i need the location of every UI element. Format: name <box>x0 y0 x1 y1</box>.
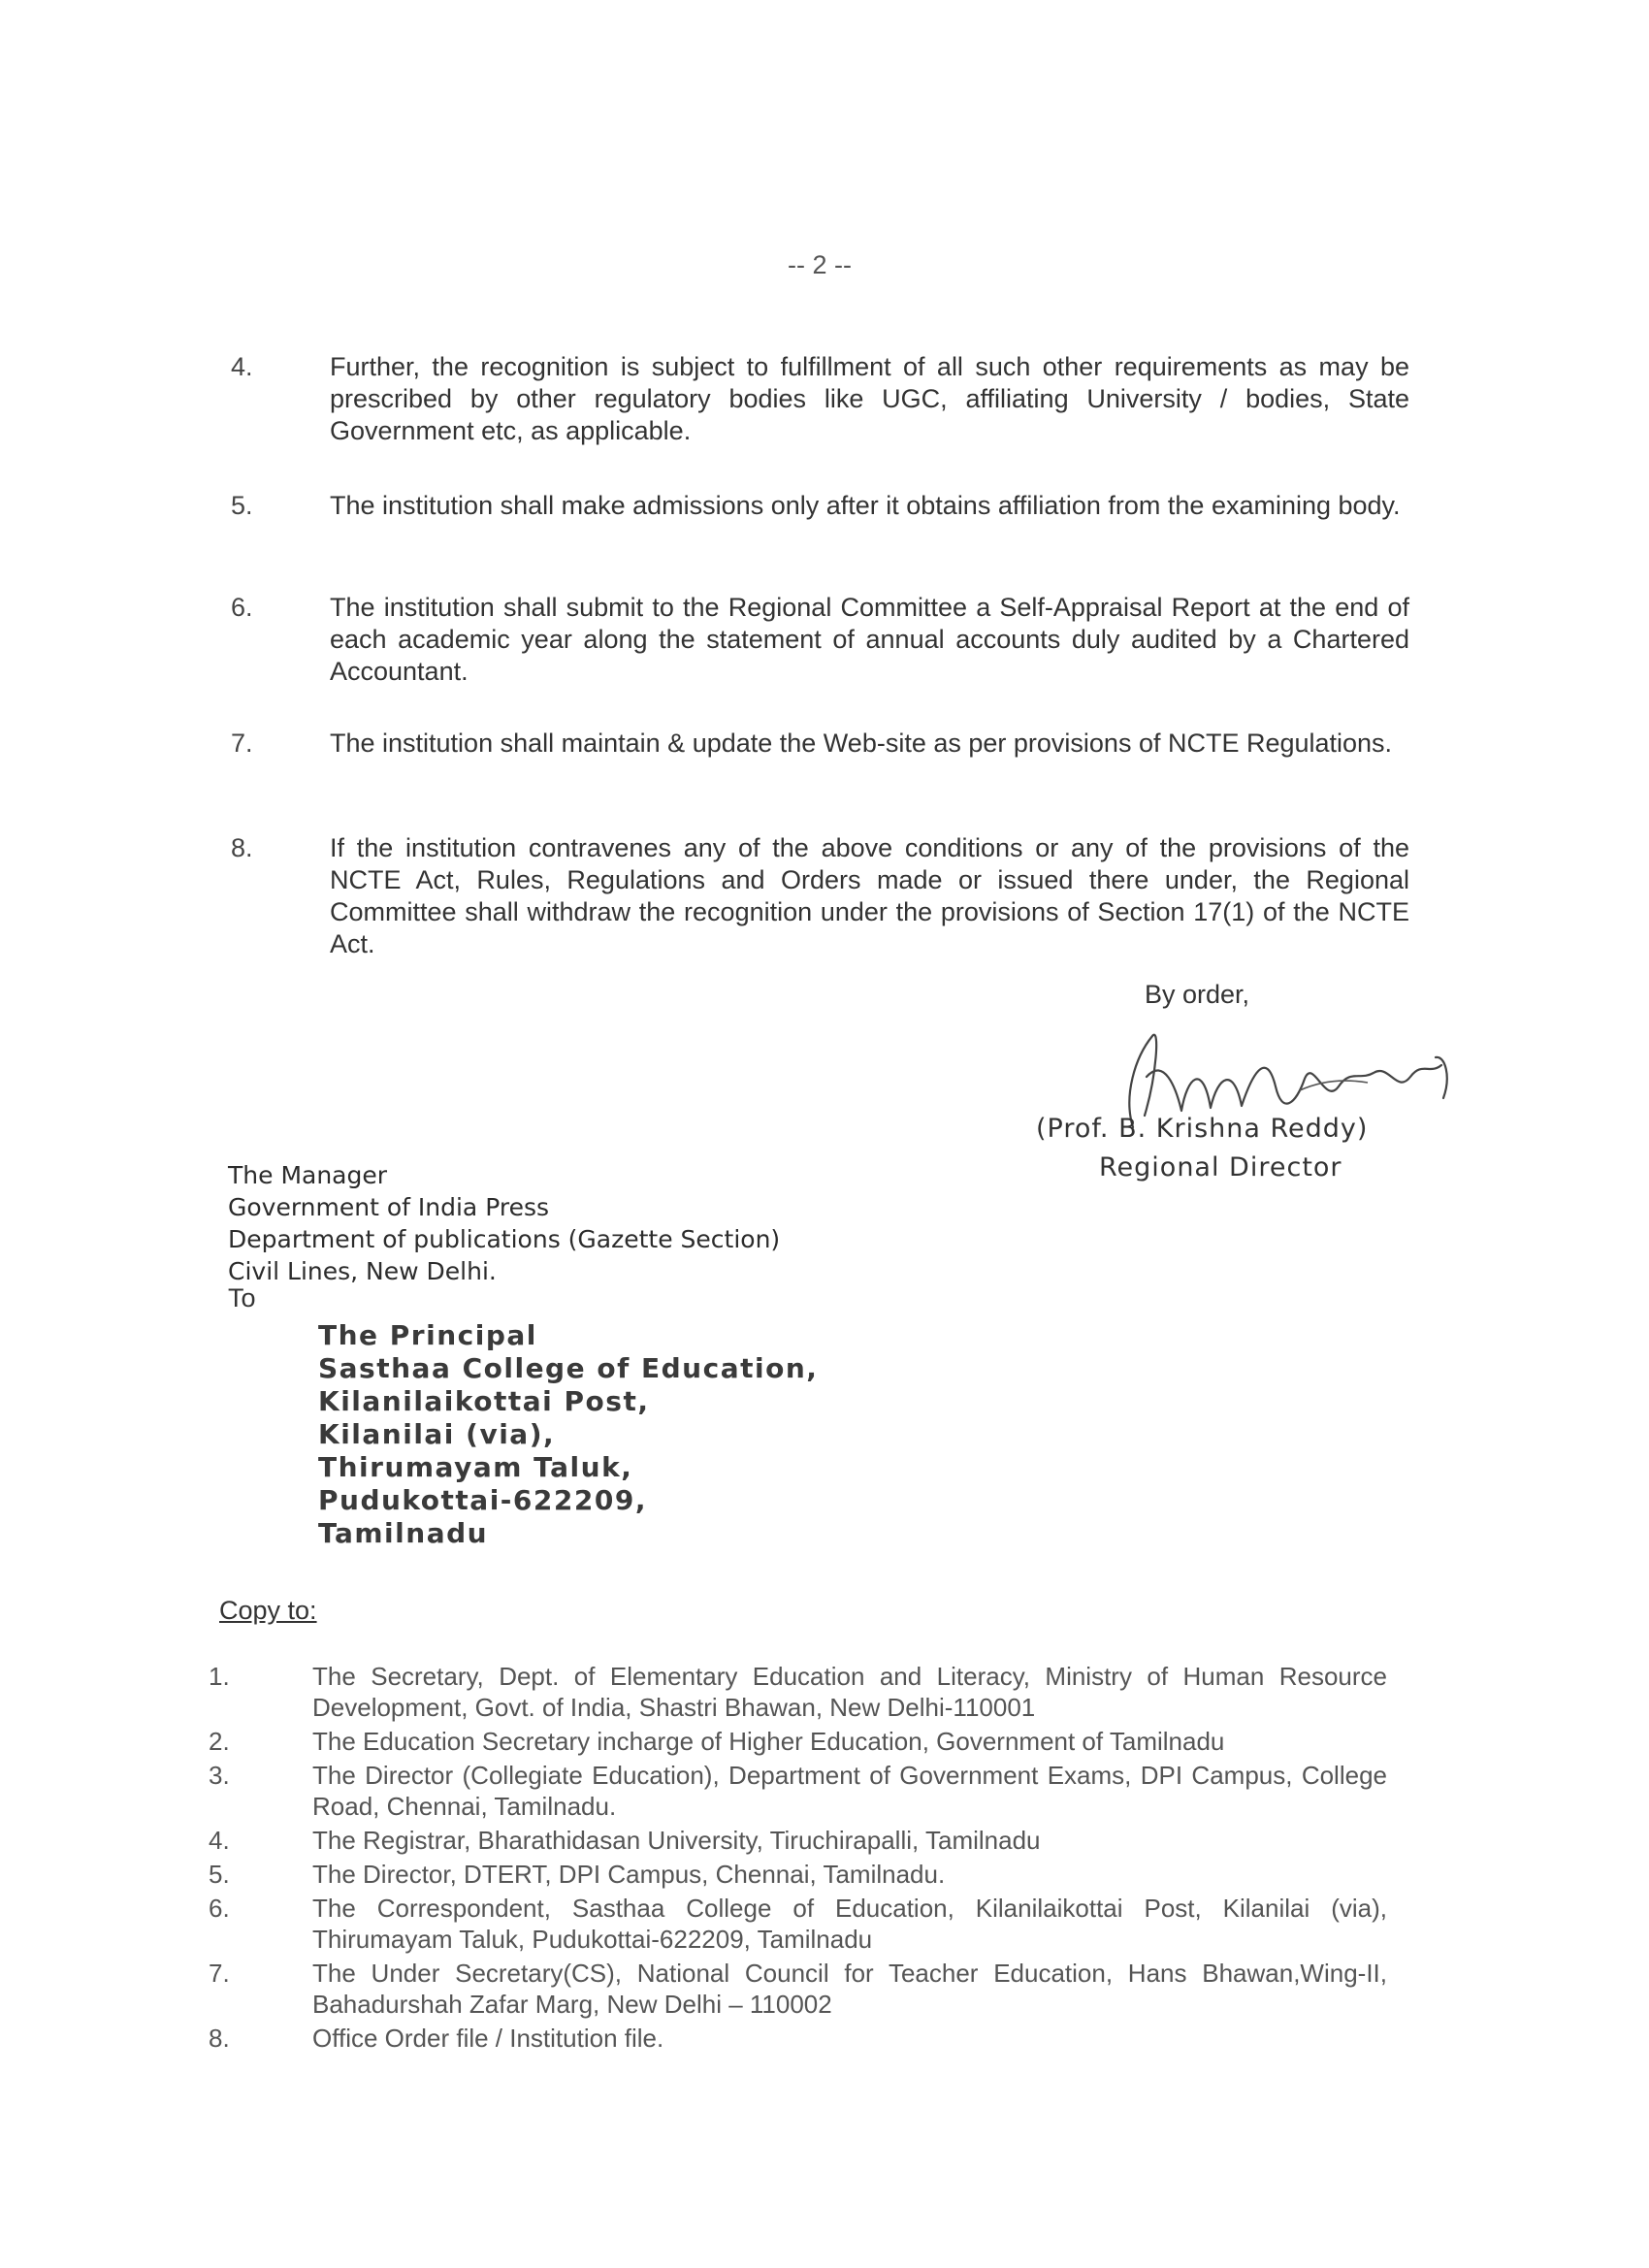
page-number: -- 2 -- <box>788 250 852 279</box>
paragraph-number: 4. <box>231 352 253 381</box>
copy-item-number: 3. <box>209 1761 230 1790</box>
copy-item-number: 2. <box>209 1727 230 1756</box>
to-label: To <box>228 1283 256 1312</box>
copy-item-number: 6. <box>209 1894 230 1923</box>
address-line: Tamilnadu <box>318 1517 489 1549</box>
recipient-address <box>318 1319 818 1550</box>
address-line: Kilanilai (via), <box>318 1418 556 1450</box>
paragraph-number: 6. <box>231 593 253 622</box>
paragraph-text: The institution shall maintain & update the Web-site as per provisions of NCTE Regulations. <box>330 729 1393 758</box>
paragraph-number: 8. <box>231 833 253 862</box>
copy-item-text: Office Order file / Institution file. <box>312 2024 664 2053</box>
copy-to-item <box>209 1859 1387 1890</box>
address-line: Civil Lines, New Delhi. <box>228 1257 497 1285</box>
condition-paragraph <box>231 490 1409 522</box>
address-line: The Principal <box>318 1319 537 1351</box>
by-order-text: By order, <box>1145 980 1250 1009</box>
address-line: Department of publications (Gazette Section) <box>228 1225 781 1253</box>
condition-paragraph <box>231 351 1409 447</box>
copy-item-number: 4. <box>209 1826 230 1855</box>
copy-item-text: The Correspondent, Sasthaa College of Education, Kilanilaikottai Post, Kilanilai (via), Thirumayam Taluk, Pudukottai-622209, Tamilnadu <box>312 1894 1387 1954</box>
signatory-name: (Prof. B. Krishna Reddy) <box>1036 1114 1369 1144</box>
copy-to-item <box>209 1661 1387 1723</box>
paragraph-number: 5. <box>231 491 253 520</box>
copy-item-text: The Registrar, Bharathidasan University, Tiruchirapalli, Tamilnadu <box>312 1826 1041 1855</box>
signatory-title: Regional Director <box>1099 1152 1342 1183</box>
copy-to-item <box>209 1726 1387 1757</box>
manager-address <box>228 1159 780 1287</box>
paragraph-text: The institution shall submit to the Regional Committee a Self-Appraisal Report at the end of each academic year along the statement of annual accounts duly audited by a Chartered Accountant. <box>330 593 1409 686</box>
address-line: Kilanilaikottai Post, <box>318 1385 650 1417</box>
copy-item-number: 1. <box>209 1662 230 1691</box>
paragraph-text: The institution shall make admissions only after it obtains affiliation from the examining body. <box>330 491 1401 520</box>
condition-paragraph <box>231 728 1409 760</box>
copy-item-text: The Director, DTERT, DPI Campus, Chennai, Tamilnadu. <box>312 1860 946 1889</box>
copy-to-item <box>209 1760 1387 1822</box>
address-line: Pudukottai-622209, <box>318 1484 647 1516</box>
condition-paragraph <box>231 592 1409 688</box>
copy-to-item <box>209 1893 1387 1955</box>
copy-item-text: The Director (Collegiate Education), Department of Government Exams, DPI Campus, College Road, Chennai, Tamilnadu. <box>312 1761 1387 1821</box>
address-line: Sasthaa College of Education, <box>318 1352 819 1384</box>
copy-item-number: 5. <box>209 1860 230 1889</box>
address-line: Thirumayam Taluk, <box>318 1451 633 1483</box>
paragraph-text: Further, the recognition is subject to fulfillment of all such other requirements as may be prescribed by other regulatory bodies like UGC, affiliating University / bodies, State Government etc, as applicable. <box>330 352 1409 445</box>
condition-paragraph <box>231 832 1409 960</box>
copy-item-text: The Under Secretary(CS), National Council for Teacher Education, Hans Bhawan,Wing-II, Bahadurshah Zafar Marg, New Delhi – 110002 <box>312 1959 1387 2019</box>
copy-item-number: 7. <box>209 1959 230 1988</box>
copy-item-number: 8. <box>209 2024 230 2053</box>
address-line: The Manager <box>228 1161 388 1189</box>
paragraph-text: If the institution contravenes any of the above conditions or any of the provisions of the NCTE Act, Rules, Regulations and Orders made or issued there under, the Regional Committee shall withdraw the recognition under the provisions of Section 17(1) of the NCTE Act. <box>330 833 1409 958</box>
copy-to-list <box>209 1661 1387 2057</box>
copy-to-item <box>209 2023 1387 2054</box>
paragraph-number: 7. <box>231 729 253 758</box>
copy-item-text: The Education Secretary incharge of Higher Education, Government of Tamilnadu <box>312 1727 1225 1756</box>
copy-to-item <box>209 1958 1387 2020</box>
address-line: Government of India Press <box>228 1193 549 1221</box>
copy-to-item <box>209 1825 1387 1856</box>
copy-item-text: The Secretary, Dept. of Elementary Education and Literacy, Ministry of Human Resource Development, Govt. of India, Shastri Bhawan, New Delhi-110001 <box>312 1662 1387 1722</box>
copy-to-heading: Copy to: <box>219 1596 317 1625</box>
